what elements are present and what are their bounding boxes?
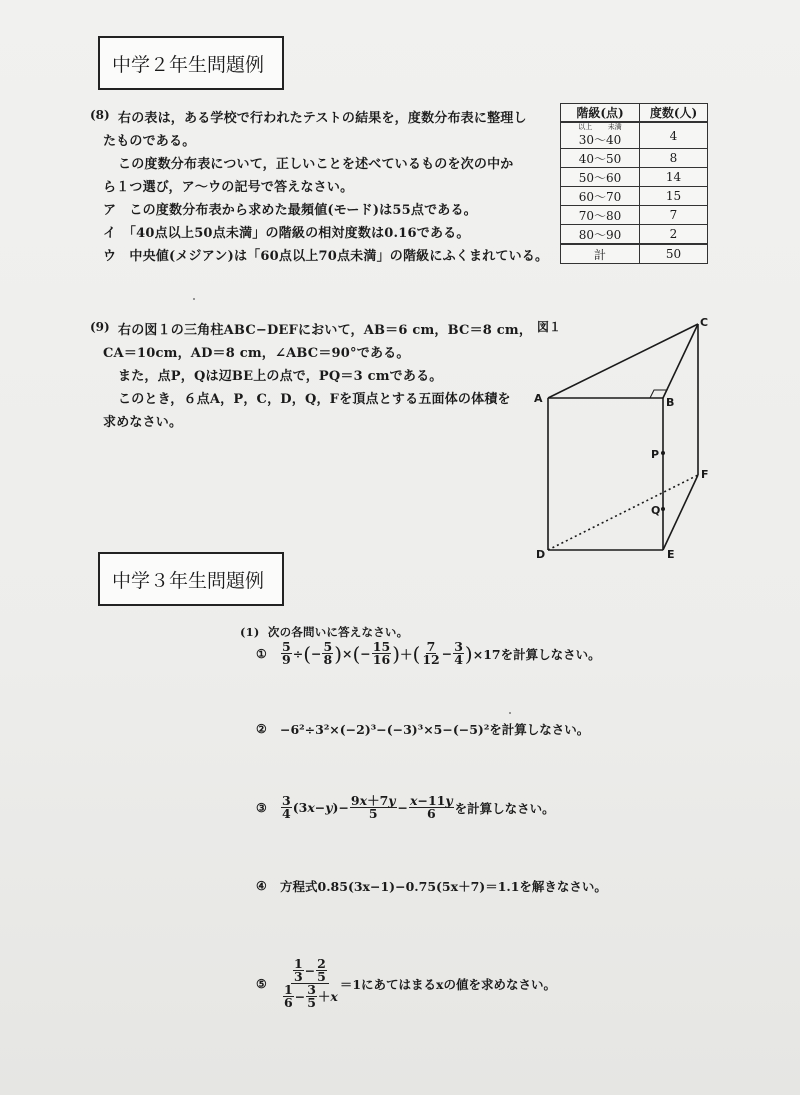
edge-ef [663, 475, 698, 550]
table-class-cell: 80～90 [561, 225, 640, 245]
g3-q1-intro-text: 次の各問いに答えなさい。 [267, 625, 409, 639]
table-row [561, 122, 708, 149]
q9-line: また，点P，Qは辺BE上の点で，PQ＝3 cmである。 [118, 369, 443, 384]
q9-line: このとき，６点A，P，C，D，Q，Fを頂点とする五面体の体積を [118, 392, 511, 407]
frequency-table [560, 103, 708, 264]
edge-bc [663, 324, 698, 398]
problem-3: ③ $\frac{3}{4}$ (3x−y)− $\frac{9x+7y}{5}$ − $\frac{x-11y}{6}$ を計算しなさい。 [256, 793, 555, 821]
grade3-heading [98, 552, 284, 606]
table-count-cell: 7 [640, 206, 708, 225]
table-sub-label: 以上 未満 [578, 123, 622, 131]
label-p: P [651, 448, 660, 461]
table-count-cell: 8 [640, 149, 708, 168]
table-row [561, 225, 708, 245]
problem-5-suffix: ＝1にあてはまるxの値を求めなさい。 [339, 976, 557, 992]
q9-line: CA＝10cm，AD＝8 cm，∠ABC＝90°である。 [103, 346, 410, 361]
table-count-cell: 4 [640, 122, 708, 149]
problem-4-mark: ④ [256, 879, 267, 893]
edge-ac [548, 324, 698, 398]
table-header-class: 階級(点) [561, 104, 640, 123]
fraction: $\frac{5}{8}$ [323, 639, 333, 667]
problem-2-expression: −6²÷3²×(−2)³−(−3)³×5−(−5)²を計算しなさい。 [280, 722, 590, 737]
fraction: $\frac{5}{9}$ [282, 639, 291, 667]
problem-1-suffix: ×17を計算しなさい。 [472, 646, 601, 662]
q8-choice-u: ウ 中央値(メジアン)は「60点以上70点未満」の階級にふくまれている。 [103, 249, 549, 264]
q8-choice-i: イ 「40点以上50点未満」の階級の相対度数は0.16である。 [103, 226, 470, 241]
q8-number: (8) [90, 108, 110, 122]
fraction: $\frac{9x+7y}{5}$ [350, 793, 396, 821]
q8-line: 右の表は，ある学校で行われたテストの結果を，度数分布表に整理し [118, 111, 527, 126]
table-class-cell: 70～80 [561, 206, 640, 225]
problem-5-mark: ⑤ [256, 976, 267, 991]
problem-4-expression: 方程式0.85(3x−1)−0.75(5x＋7)＝1.1を解きなさい。 [280, 879, 607, 894]
point-q [661, 507, 665, 511]
q9-number: (9) [90, 320, 110, 334]
fraction: $\frac{3}{4}$ [454, 639, 463, 667]
problem-2-mark: ② [256, 722, 267, 736]
table-header-count: 度数(人) [640, 104, 708, 123]
g3-q1-intro [240, 624, 408, 640]
label-a: A [534, 392, 543, 405]
table-row [561, 187, 708, 206]
table-row [561, 168, 708, 187]
edge-df-hidden [548, 475, 698, 550]
table-count-cell: 14 [640, 168, 708, 187]
figure-label: 図１ [537, 320, 562, 334]
problem-1: ① $\frac{5}{9}$ ÷ ( − $\frac{5}{8}$ ) × ( − $\frac{15}{16}$ ) ＋ ( $\frac{7}{12}$ − $\frac{3}{4}$ ) ×17を計算しなさい。 [256, 639, 601, 667]
problem-3-suffix: を計算しなさい。 [454, 800, 555, 816]
table-row [561, 149, 708, 168]
scan-speck [193, 298, 195, 300]
triangular-prism-figure [530, 310, 730, 565]
table-class-cell: 60～70 [561, 187, 640, 206]
problem-1-mark: ① [256, 646, 267, 661]
table-total-row [561, 244, 708, 264]
table-row [561, 206, 708, 225]
table-count-cell: 15 [640, 187, 708, 206]
problem-4 [256, 877, 607, 895]
q8-line: この度数分布表について，正しいことを述べているものを次の中か [118, 157, 514, 172]
table-count-cell: 2 [640, 225, 708, 245]
scan-speck [509, 712, 511, 714]
grade3-heading-text: 中学３年生問題例 [112, 569, 265, 592]
fraction: $\frac{3}{4}$ [282, 793, 291, 821]
q9-line: 求めなさい。 [103, 415, 183, 430]
label-e: E [667, 548, 675, 561]
grade2-heading-text: 中学２年生問題例 [112, 53, 265, 76]
g3-q1-number: (1) [240, 625, 260, 639]
q8-choice-a: ア この度数分布表から求めた最頻値(モード)は55点である。 [103, 203, 477, 218]
fraction: $\frac{15}{16}$ [372, 639, 391, 667]
label-f: F [701, 468, 709, 481]
problem-5 [256, 958, 556, 1009]
problem-2 [256, 720, 589, 738]
point-p [661, 451, 665, 455]
problem-3-mark: ③ [256, 800, 267, 815]
complex-fraction: $\frac{1}{3}$ − $\frac{2}{5}$ $\frac{1}{6}$ − $\frac{3}{5}$ ＋x [284, 956, 338, 1010]
table-total-label: 計 [561, 244, 640, 264]
table-class-cell: 50～60 [561, 168, 640, 187]
q8-line: たものである。 [103, 134, 196, 149]
table-class-cell: 30～40 [578, 133, 622, 147]
q9-line: 右の図１の三角柱ABC−DEFにおいて，AB＝6 cm，BC＝8 cm， [118, 323, 533, 338]
label-b: B [666, 396, 675, 409]
fraction: $\frac{x-11y}{6}$ [410, 793, 453, 821]
label-c: C [700, 316, 709, 329]
fraction: $\frac{7}{12}$ [422, 639, 440, 667]
grade2-heading [98, 36, 284, 90]
label-q: Q [651, 504, 661, 517]
table-total-value: 50 [640, 244, 708, 264]
table-class-cell: 40～50 [561, 149, 640, 168]
q8-line: ら１つ選び，ア～ウの記号で答えなさい。 [103, 180, 354, 195]
label-d: D [536, 548, 546, 561]
